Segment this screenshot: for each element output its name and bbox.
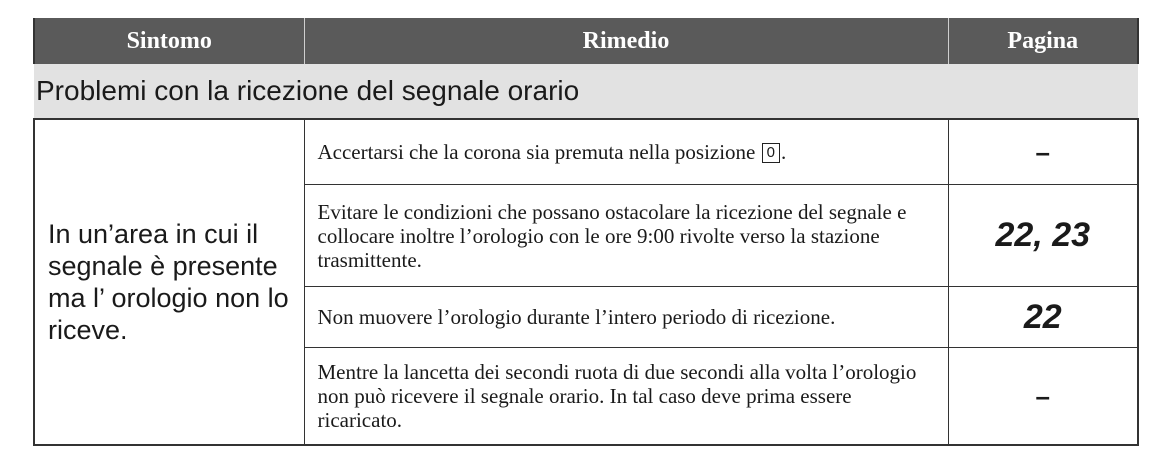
troubleshooting-table <box>33 18 1139 446</box>
header-symptom: Sintomo <box>34 18 304 64</box>
section-row <box>34 64 1138 119</box>
remedy-cell: Evitare le condizioni che possano ostacolare la ricezione del segnale e collocare inoltre l’orologio con le ore 9:00 rivolte verso la stazione trasmittente. <box>304 185 948 287</box>
remedy-cell: Non muovere l’orologio durante l’intero periodo di ricezione. <box>304 287 948 348</box>
remedy-text: Accertarsi che la corona sia premuta nella posizione <box>317 140 761 164</box>
symptom-cell: In un’area in cui il segnale è presente ma l’ orologio non lo riceve. <box>34 119 304 445</box>
crown-position-box: 0 <box>762 143 780 163</box>
page-cell: – <box>948 348 1138 446</box>
page-cell: 22 <box>948 287 1138 348</box>
table-row <box>34 119 1138 185</box>
page-cell: 22, 23 <box>948 185 1138 287</box>
remedy-cell <box>304 119 948 185</box>
table-header-row <box>34 18 1138 64</box>
remedy-text-end: . <box>780 140 787 164</box>
header-page: Pagina <box>948 18 1138 64</box>
header-remedy: Rimedio <box>304 18 948 64</box>
section-title: Problemi con la ricezione del segnale orario <box>34 64 1138 119</box>
remedy-cell: Mentre la lancetta dei secondi ruota di due secondi alla volta l’orologio non può ricevere il segnale orario. In tal caso deve prima essere ricaricato. <box>304 348 948 446</box>
page-cell: – <box>948 119 1138 185</box>
